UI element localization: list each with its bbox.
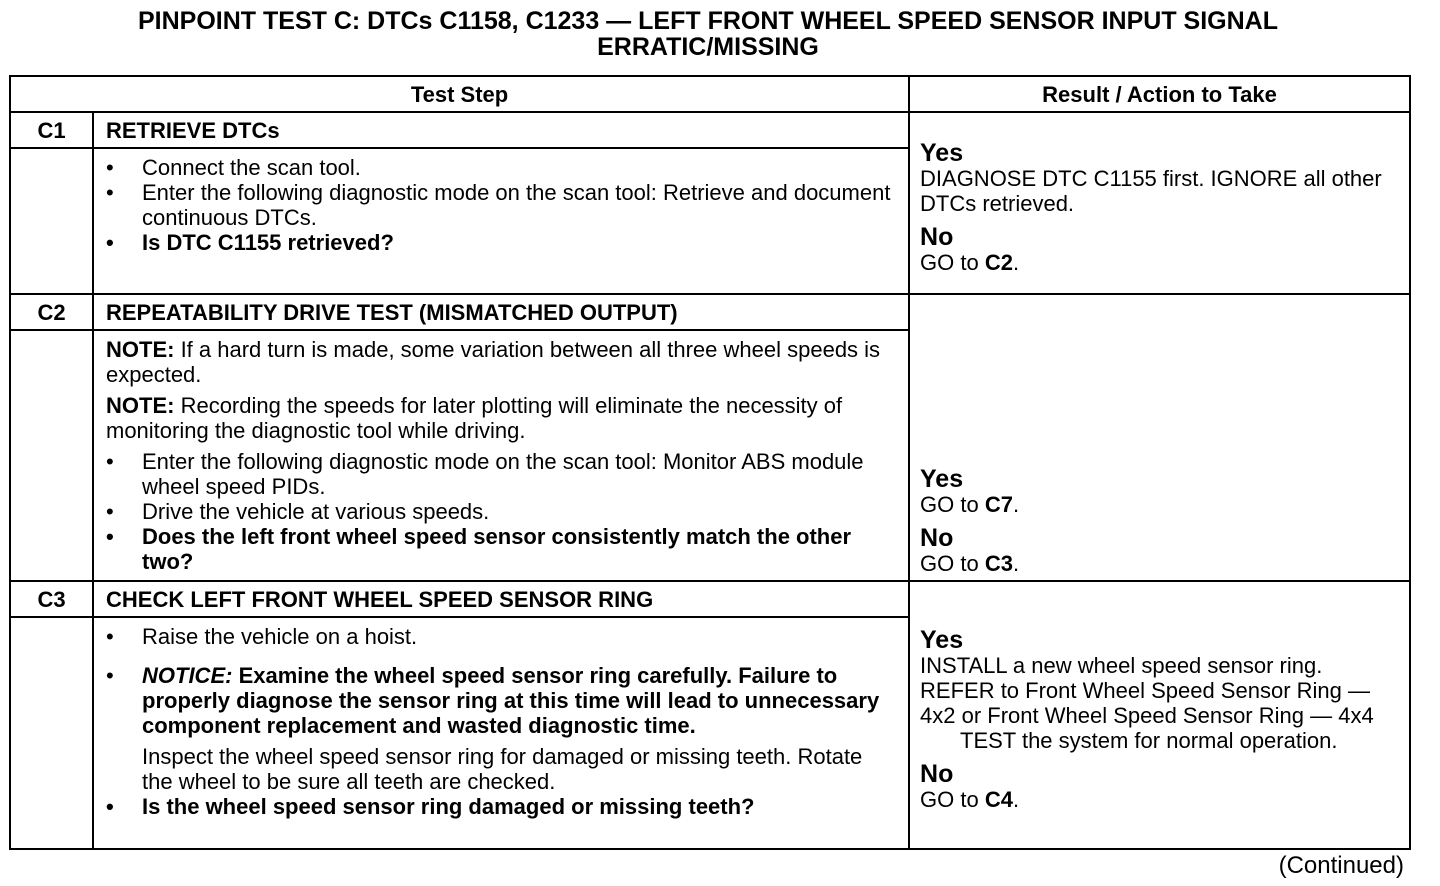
yes-action: INSTALL a new wheel speed sensor ring. REFER to Front Wheel Speed Sensor Ring — 4x2 or Front Wheel Speed Sensor Ring — 4x4 TEST the system for normal operation. [920, 652, 1374, 753]
list-item: • Enter the following diagnostic mode on the scan tool: Monitor ABS module wheel speed PIDs. [106, 449, 898, 499]
step-heading: RETRIEVE DTCs [93, 112, 909, 148]
yes-label: Yes [920, 625, 964, 654]
step-c2-heading-row [10, 294, 1410, 330]
goto-link: C3 [984, 551, 1013, 576]
step-id: C1 [10, 112, 93, 148]
list-item-question: • Is the wheel speed sensor ring damaged or missing teeth? [106, 794, 898, 819]
note-2: NOTE: Recording the speeds for later plotting will eliminate the necessity of monitoring the diagnostic tool while driving. [106, 393, 843, 443]
step-body [93, 148, 909, 294]
no-action: GO to C3. [920, 551, 1020, 576]
continued-label: (Continued) [1278, 852, 1404, 879]
step-heading: CHECK LEFT FRONT WHEEL SPEED SENSOR RING [93, 581, 909, 617]
list-item: • Enter the following diagnostic mode on the scan tool: Retrieve and document continuous DTCs. [106, 180, 898, 230]
list-item: • Connect the scan tool. [106, 155, 898, 180]
step-id: C2 [10, 294, 93, 330]
step-c1-result [909, 112, 1410, 294]
title-line-1: PINPOINT TEST C: DTCs C1158, C1233 — LEFT FRONT WHEEL SPEED SENSOR INPUT SIGNAL [137, 7, 1278, 35]
step-c1-heading-row [10, 112, 1410, 148]
yes-label: Yes [920, 138, 964, 167]
header-test-step: Test Step [10, 76, 909, 112]
step-heading: REPEATABILITY DRIVE TEST (MISMATCHED OUTPUT) [93, 294, 909, 330]
header-result: Result / Action to Take [909, 76, 1410, 112]
title-line-2: ERRATIC/MISSING [597, 33, 819, 61]
no-label: No [920, 524, 954, 552]
no-label: No [920, 759, 954, 788]
no-label: No [920, 222, 954, 251]
yes-action: DIAGNOSE DTC C1155 first. IGNORE all other DTCs retrieved. [920, 165, 1382, 216]
page-title [0, 8, 1416, 60]
step-c3-heading-row [10, 581, 1410, 617]
goto-link: C2 [984, 249, 1013, 275]
no-action: GO to C2. [920, 249, 1020, 275]
list-item: • Drive the vehicle at various speeds. [106, 499, 898, 524]
step-c3-result [909, 581, 1410, 849]
step-id: C3 [10, 581, 93, 617]
goto-link: C7 [984, 492, 1013, 517]
list-item-notice: • NOTICE: Examine the wheel speed sensor ring carefully. Failure to properly diagnose the sensor ring at this time will lead to unnecessary component replacement and wasted diagnostic time. [106, 663, 898, 738]
no-action: GO to C4. [920, 786, 1020, 812]
yes-label: Yes [920, 465, 964, 493]
step-body [93, 330, 909, 581]
header-row [10, 76, 1410, 112]
inspect-text: Inspect the wheel speed sensor ring for damaged or missing teeth. Rotate the wheel to be sure all teeth are checked. [142, 744, 863, 794]
note-1: NOTE: If a hard turn is made, some variation between all three wheel speeds is expected. [106, 337, 881, 387]
pinpoint-test-table [9, 75, 1411, 850]
step-body [93, 617, 909, 849]
step-c2-result [909, 294, 1410, 581]
yes-action: GO to C7. [920, 492, 1020, 517]
goto-link: C4 [984, 786, 1013, 812]
list-item: • Raise the vehicle on a hoist. [106, 624, 898, 649]
list-item-question: • Is DTC C1155 retrieved? [106, 230, 898, 255]
list-item-question: • Does the left front wheel speed sensor consistently match the other two? [106, 524, 898, 574]
